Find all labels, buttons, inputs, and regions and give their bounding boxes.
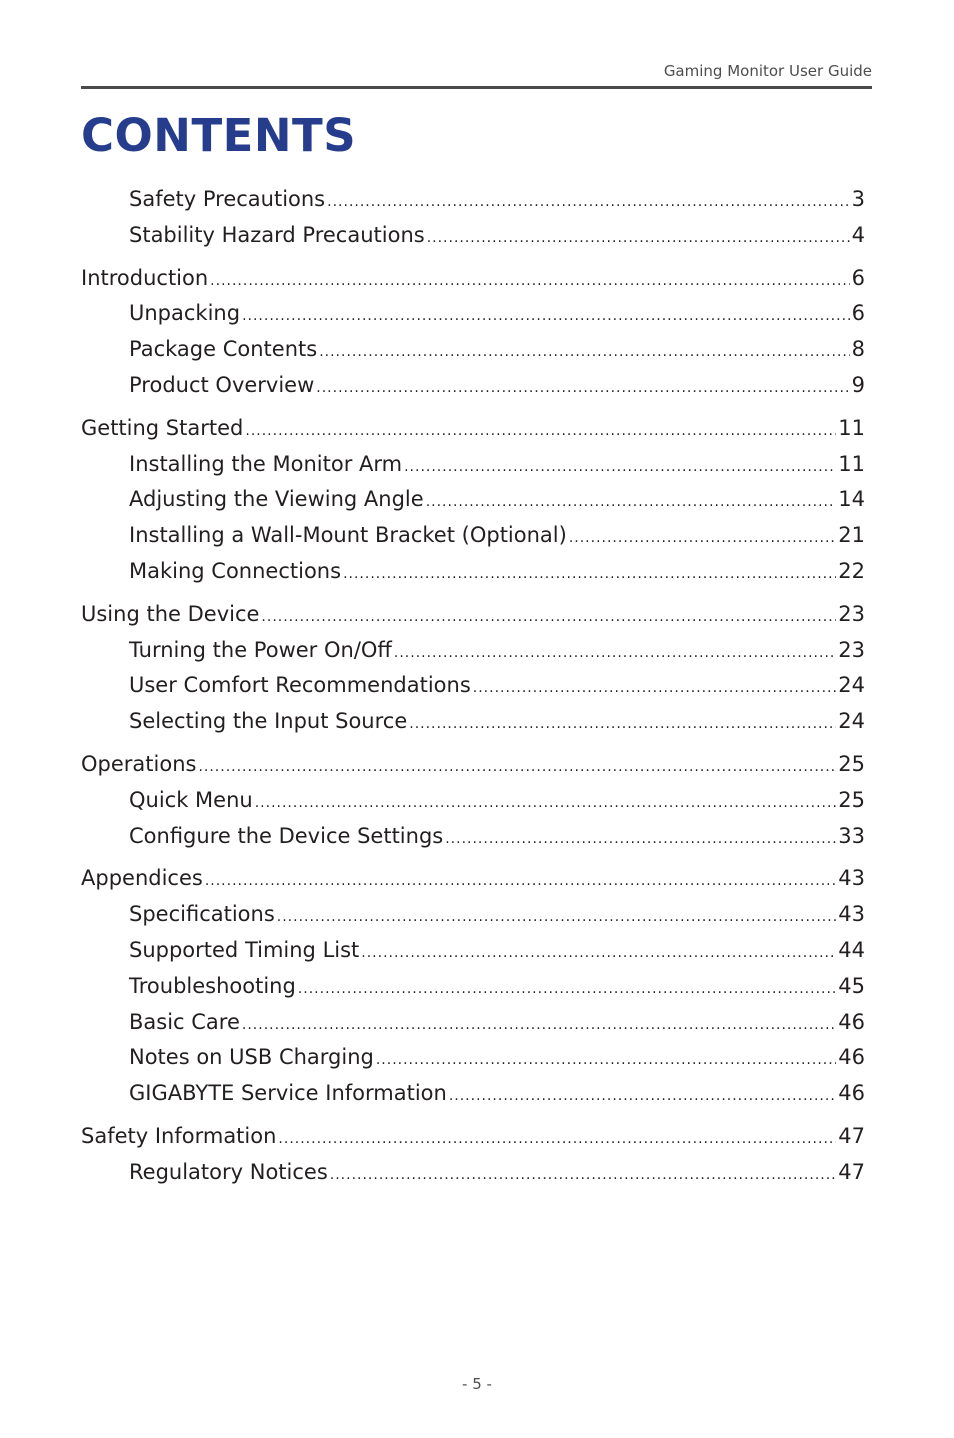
toc-entry-page-number: 25 xyxy=(838,787,865,812)
toc-entry-page-number: 33 xyxy=(838,823,865,848)
toc-dot-leader xyxy=(376,1040,836,1079)
toc-dot-leader xyxy=(394,633,836,672)
toc-subsection-entry[interactable] xyxy=(81,819,865,855)
toc-entry-label: Supported Timing List xyxy=(129,937,360,962)
toc-subsection-entry[interactable] xyxy=(81,332,865,368)
toc-entry-label: Product Overview xyxy=(129,372,315,397)
toc-chapter-entry[interactable] xyxy=(81,261,865,297)
toc-entry-page-number: 11 xyxy=(838,415,865,440)
toc-entry-label: Turning the Power On/Off xyxy=(129,637,392,662)
toc-entry-label: Specifications xyxy=(129,902,275,927)
toc-entry-page-number: 23 xyxy=(838,637,865,662)
toc-entry-label: User Comfort Recommendations xyxy=(129,673,471,698)
toc-section xyxy=(81,1119,865,1191)
toc-dot-leader xyxy=(205,861,836,900)
toc-entry-page-number: 46 xyxy=(838,1081,865,1106)
toc-dot-leader xyxy=(261,597,836,636)
toc-section xyxy=(81,747,865,854)
toc-entry-page-number: 24 xyxy=(838,673,865,698)
toc-entry-label: Troubleshooting xyxy=(129,973,296,998)
toc-chapter-entry[interactable] xyxy=(81,861,865,897)
toc-subsection-entry[interactable] xyxy=(81,668,865,704)
toc-entry-page-number: 4 xyxy=(851,222,865,247)
toc-entry-page-number: 47 xyxy=(838,1159,865,1184)
toc-entry-label: Selecting the Input Source xyxy=(129,709,408,734)
toc-entry-label: Notes on USB Charging xyxy=(129,1045,374,1070)
toc-dot-leader xyxy=(298,969,836,1008)
toc-entry-label: Package Contents xyxy=(129,337,318,362)
toc-dot-leader xyxy=(361,933,836,972)
toc-chapter-entry[interactable] xyxy=(81,747,865,783)
toc-entry-label: Safety Information xyxy=(81,1123,277,1148)
toc-entry-page-number: 47 xyxy=(838,1123,865,1148)
page-number: - 5 - xyxy=(462,1375,492,1393)
toc-subsection-entry[interactable] xyxy=(81,482,865,518)
toc-subsection-entry[interactable] xyxy=(81,518,865,554)
page-title: CONTENTS xyxy=(81,109,357,162)
toc-entry-page-number: 21 xyxy=(838,523,865,548)
toc-dot-leader xyxy=(426,482,837,521)
toc-dot-leader xyxy=(210,261,849,300)
toc-dot-leader xyxy=(330,1155,837,1194)
toc-entry-page-number: 25 xyxy=(838,751,865,776)
toc-entry-page-number: 44 xyxy=(838,937,865,962)
toc-subsection-entry[interactable] xyxy=(81,933,865,969)
toc-entry-page-number: 43 xyxy=(838,902,865,927)
toc-dot-leader xyxy=(277,897,836,936)
toc-subsection-entry[interactable] xyxy=(81,1155,865,1191)
toc-subsection-entry[interactable] xyxy=(81,1005,865,1041)
toc-dot-leader xyxy=(445,819,836,858)
toc-dot-leader xyxy=(473,668,837,707)
toc-section xyxy=(81,597,865,740)
toc-dot-leader xyxy=(319,332,849,371)
toc-entry-label: Safety Precautions xyxy=(129,187,326,211)
toc-dot-leader xyxy=(427,218,850,257)
toc-subsection-entry[interactable] xyxy=(81,1040,865,1076)
toc-subsection-entry[interactable] xyxy=(81,1076,865,1112)
toc-entry-page-number: 45 xyxy=(838,973,865,998)
toc-entry-label: Using the Device xyxy=(81,601,260,626)
header-rule xyxy=(81,86,872,89)
toc-section xyxy=(81,861,865,1112)
toc-section xyxy=(81,411,865,590)
toc-entry-page-number: 46 xyxy=(838,1045,865,1070)
toc-dot-leader xyxy=(569,518,836,557)
toc-subsection-entry[interactable] xyxy=(81,182,865,218)
toc-subsection-entry[interactable] xyxy=(81,969,865,1005)
toc-entry-label: Installing the Monitor Arm xyxy=(129,451,403,476)
toc-subsection-entry[interactable] xyxy=(81,554,865,590)
toc-entry-page-number: 11 xyxy=(838,451,865,476)
toc-entry-page-number: 24 xyxy=(838,709,865,734)
toc-entry-label: Operations xyxy=(81,751,197,776)
toc-chapter-entry[interactable] xyxy=(81,411,865,447)
toc-subsection-entry[interactable] xyxy=(81,897,865,933)
toc-entry-label: Quick Menu xyxy=(129,787,253,812)
toc-entry-label: Unpacking xyxy=(129,301,241,326)
toc-entry-label: Installing a Wall-Mount Bracket (Optional) xyxy=(129,523,567,548)
toc-dot-leader xyxy=(278,1119,836,1158)
toc-entry-label: Configure the Device Settings xyxy=(129,823,444,848)
toc-entry-label: Regulatory Notices xyxy=(129,1159,328,1184)
toc-dot-leader xyxy=(343,554,836,593)
toc-entry-page-number: 14 xyxy=(838,487,865,512)
toc-dot-leader xyxy=(242,296,850,335)
toc-entry-label: Getting Started xyxy=(81,415,244,440)
toc-section xyxy=(81,261,865,404)
toc-dot-leader xyxy=(409,704,836,743)
toc-entry-label: Appendices xyxy=(81,866,203,891)
running-header: Gaming Monitor User Guide xyxy=(663,62,872,80)
toc-subsection-entry[interactable] xyxy=(81,447,865,483)
toc-entry-page-number: 6 xyxy=(851,265,865,290)
toc-subsection-entry[interactable] xyxy=(81,296,865,332)
toc-entry-page-number: 3 xyxy=(851,187,865,211)
toc-dot-leader xyxy=(255,783,837,822)
toc-dot-leader xyxy=(198,747,836,786)
toc-dot-leader xyxy=(404,447,836,486)
table-of-contents xyxy=(81,182,865,1191)
toc-dot-leader xyxy=(242,1005,836,1044)
toc-dot-leader xyxy=(245,411,836,450)
toc-entry-page-number: 46 xyxy=(838,1009,865,1034)
toc-dot-leader xyxy=(449,1076,836,1115)
toc-entry-page-number: 8 xyxy=(851,337,865,362)
toc-dot-leader xyxy=(316,368,849,407)
toc-subsection-entry[interactable] xyxy=(81,368,865,404)
toc-entry-label: Adjusting the Viewing Angle xyxy=(129,487,424,512)
toc-entry-page-number: 43 xyxy=(838,866,865,891)
toc-entry-page-number: 22 xyxy=(838,558,865,583)
toc-entry-label: Basic Care xyxy=(129,1009,240,1034)
toc-subsection-entry[interactable] xyxy=(81,783,865,819)
toc-entry-label: GIGABYTE Service Information xyxy=(129,1081,447,1106)
toc-entry-page-number: 6 xyxy=(851,301,865,326)
toc-subsection-entry[interactable] xyxy=(81,218,865,254)
toc-chapter-entry[interactable] xyxy=(81,597,865,633)
toc-subsection-entry[interactable] xyxy=(81,633,865,669)
toc-subsection-entry[interactable] xyxy=(81,704,865,740)
toc-entry-page-number: 23 xyxy=(838,601,865,626)
toc-dot-leader xyxy=(327,182,849,221)
toc-entry-label: Stability Hazard Precautions xyxy=(129,222,425,247)
toc-entry-label: Introduction xyxy=(81,265,209,290)
toc-entry-label: Making Connections xyxy=(129,558,342,583)
toc-chapter-entry[interactable] xyxy=(81,1119,865,1155)
toc-section xyxy=(81,182,865,254)
toc-entry-page-number: 9 xyxy=(851,372,865,397)
